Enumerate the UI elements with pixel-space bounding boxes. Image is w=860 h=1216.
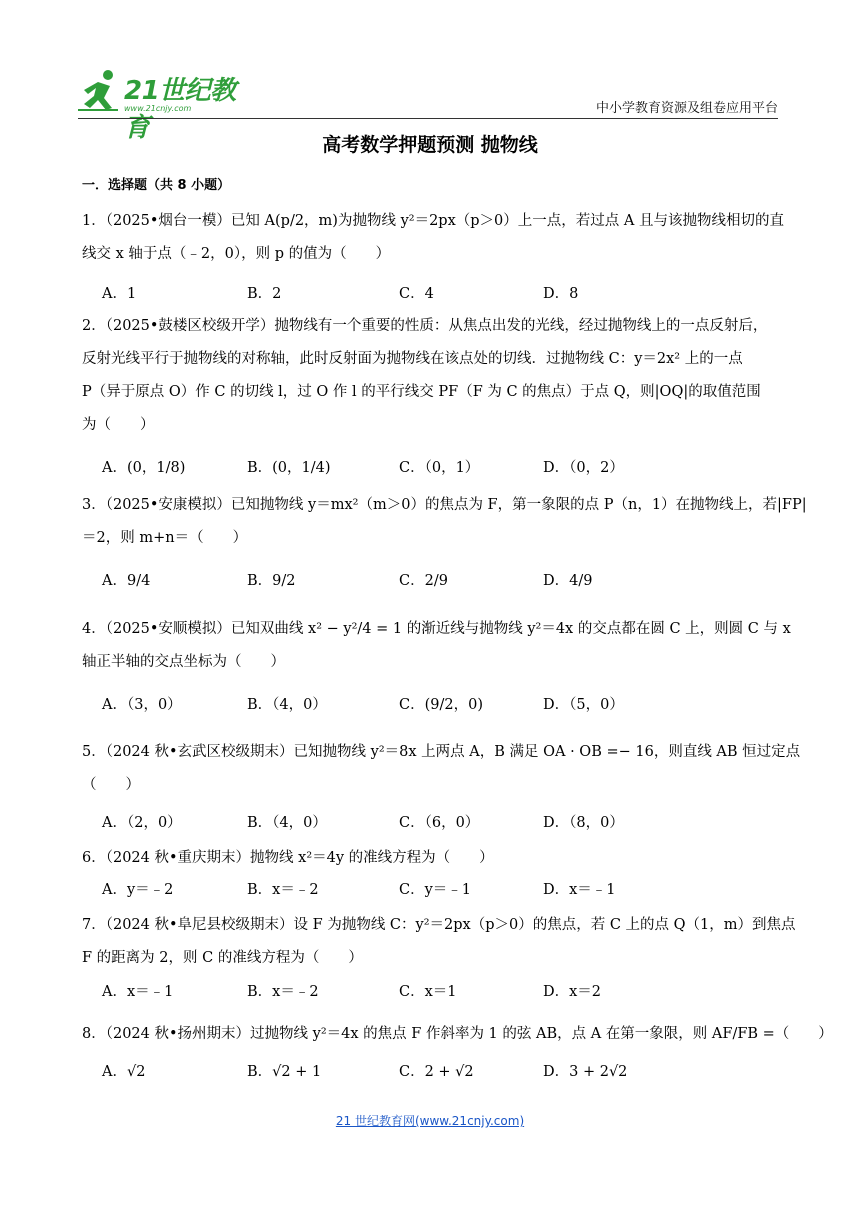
option-c[interactable]: C．y＝﹣1 [399,882,472,898]
option-b[interactable]: B．（4，0） [247,815,327,831]
page-header [78,64,778,143]
option-a[interactable]: A．（2，0） [102,815,182,831]
question-line: 线交 x 轴于点（﹣2，0），则 p 的值为（ ） [82,246,391,262]
option-c[interactable]: C．（6，0） [399,815,480,831]
option-a[interactable]: A．9/4 [102,573,151,589]
question-line: （ ） [82,777,140,793]
question-line: 7．（2024 秋•阜尼县校级期末）设 F 为抛物线 C：y²＝2px（p＞0）的焦点，若 C 上的点 Q（1，m）到焦点 [82,917,796,933]
option-d[interactable]: D．8 [543,286,579,302]
logo-url: www.21cnjy.com [124,104,192,113]
question-line: 轴正半轴的交点坐标为（ ） [82,654,285,670]
header-slogan: 中小学教育资源及组卷应用平台 [595,101,778,116]
question-line: P（异于原点 O）作 C 的切线 l，过 O 作 l 的平行线交 PF（F 为 C 的焦点）于点 Q，则|OQ|的取值范围 [82,384,761,400]
question-line: 1．（2025•烟台一模）已知 A(p/2，m)为抛物线 y²＝2px（p＞0）上一点，若过点 A 且与该抛物线相切的直 [82,213,784,229]
option-d[interactable]: D．4/9 [543,573,593,589]
option-a[interactable]: A．（3，0） [102,697,182,713]
header-divider [78,118,778,119]
question-7 [82,909,796,975]
question-line: 3．（2025•安康模拟）已知抛物线 y＝mx²（m＞0）的焦点为 F，第一象限的点 P（n，1）在抛物线上，若|FP| [82,497,807,513]
question-line: 反射光线平行于抛物线的对称轴，此时反射面为抛物线在该点处的切线．过抛物线 C：y＝2x² 上的一点 [82,351,743,367]
option-c[interactable]: C．2 + √2 [399,1064,474,1080]
question-8 [82,1018,833,1051]
option-d[interactable]: D．（8，0） [543,815,624,831]
page-title: 高考数学押题预测 抛物线 [322,134,538,156]
question-4 [82,613,791,679]
option-a[interactable]: A．√2 [102,1064,146,1080]
option-b[interactable]: B．x＝﹣2 [247,984,319,1000]
question-6 [82,842,782,875]
option-c[interactable]: C．x＝1 [399,984,457,1000]
question-2 [82,310,782,442]
option-b[interactable]: B．9/2 [247,573,296,589]
option-a[interactable]: A．1 [102,286,137,302]
footer-link[interactable]: 21 世纪教育网(www.21cnjy.com) [335,1114,525,1128]
logo-text: 21世纪教育 [124,76,236,143]
option-a[interactable]: A．x＝﹣1 [102,984,174,1000]
option-a[interactable]: A．(0，1/8) [102,460,186,476]
question-5 [82,736,801,802]
question-3 [82,489,807,555]
option-c[interactable]: C．2/9 [399,573,448,589]
option-d[interactable]: D．x＝2 [543,984,602,1000]
question-line: F 的距离为 2，则 C 的准线方程为（ ） [82,950,363,966]
option-b[interactable]: B．（4，0） [247,697,327,713]
question-line: 为（ ） [82,417,155,433]
option-a[interactable]: A．y＝﹣2 [102,882,174,898]
question-line: 4．（2025•安顺模拟）已知双曲线 x² − y²/4 = 1 的渐近线与抛物线 y²＝4x 的交点都在圆 C 上，则圆 C 与 x [82,621,791,637]
runner-logo-icon [78,68,122,114]
option-d[interactable]: D．（0，2） [543,460,624,476]
question-line: 5．（2024 秋•玄武区校级期末）已知抛物线 y²＝8x 上两点 A，B 满足 OA · OB =− 16，则直线 AB 恒过定点 [82,744,801,760]
option-c[interactable]: C．(9/2，0) [399,697,483,713]
option-c[interactable]: C．（0，1） [399,460,480,476]
option-b[interactable]: B．x＝﹣2 [247,882,319,898]
logo [78,68,258,143]
option-d[interactable]: D．x＝﹣1 [543,882,616,898]
option-d[interactable]: D．（5，0） [543,697,624,713]
section-heading: 一．选择题（共 8 小题） [82,178,231,193]
option-d[interactable]: D．3 + 2√2 [543,1064,628,1080]
question-line: 8．（2024 秋•扬州期末）过抛物线 y²＝4x 的焦点 F 作斜率为 1 的弦 AB，点 A 在第一象限，则 AF/FB =（ ） [82,1026,833,1042]
question-line: 2．（2025•鼓楼区校级开学）抛物线有一个重要的性质：从焦点出发的光线，经过抛物线上的一点反射后， [82,318,768,334]
option-b[interactable]: B．(0，1/4) [247,460,331,476]
question-1 [82,205,782,271]
question-line: ＝2，则 m+n＝（ ） [82,530,248,546]
option-b[interactable]: B．2 [247,286,282,302]
option-c[interactable]: C．4 [399,286,434,302]
option-b[interactable]: B．√2 + 1 [247,1064,322,1080]
question-line: 6．（2024 秋•重庆期末）抛物线 x²＝4y 的准线方程为（ ） [82,850,494,866]
